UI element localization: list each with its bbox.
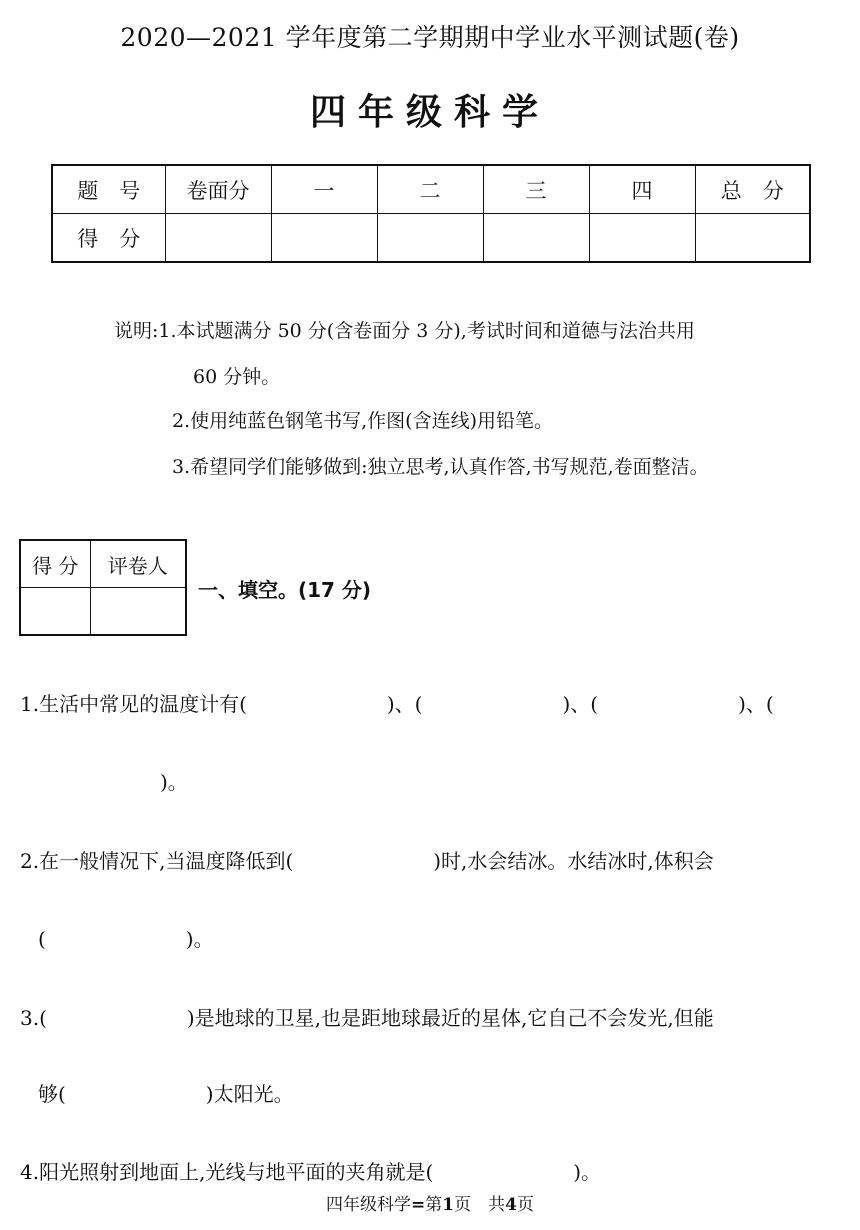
question-2-line-1: 2.在一般情况下,当温度降低到( )时,水会结冰。水结冰时,体积会 [20,849,714,873]
score-table-cell: 三 [483,165,589,214]
grader-name-entry[interactable] [90,588,186,636]
question-4-line-1: 4.阳光照射到地面上,光线与地平面的夹角就是( )。 [20,1160,602,1184]
question-1-line-1: 1.生活中常见的温度计有( )、( )、( )、( [20,692,774,716]
footer-page-prefix: 第 [425,1195,443,1215]
instruction-item: 60 分钟。 [193,366,281,388]
footer-total-suffix: 页 [516,1195,534,1215]
footer-subject: 四年级科学 [326,1195,412,1215]
score-entry-cell[interactable] [271,214,377,263]
instructions-label: 说明: [114,320,159,342]
score-table-cell: 题 号 [52,165,165,214]
score-entry-cell[interactable] [589,214,695,263]
score-table [51,164,811,263]
question-2-line-2: ( )。 [38,927,214,951]
instruction-item: 2.使用纯蓝色钢笔书写,作图(含连线)用铅笔。 [172,410,553,432]
question-3-line-1: 3.( )是地球的卫星,也是距地球最近的星体,它自己不会发光,但能 [20,1006,714,1030]
question-3-line-2: 够( )太阳光。 [38,1082,294,1106]
instruction-item: 3.希望同学们能够做到:独立思考,认真作答,书写规范,卷面整洁。 [172,456,709,478]
subject-title: 四年级科学 [309,92,550,133]
grader-score-entry[interactable] [20,588,90,636]
instructions-line-1 [114,316,695,343]
score-table-cell: 四 [589,165,695,214]
score-table-header-row [52,165,810,214]
score-row-label: 得 分 [52,214,165,263]
footer-separator: = [411,1195,426,1215]
score-entry-cell[interactable] [695,214,810,263]
grader-name-label: 评卷人 [90,540,186,588]
question-1-line-2: )。 [20,770,188,794]
footer-page-suffix: 页 共 [454,1195,506,1215]
instruction-item: 1.本试题满分 50 分(含卷面分 3 分),考试时间和道德与法治共用 [158,320,695,342]
grader-score-label: 得 分 [20,540,90,588]
score-entry-cell[interactable] [483,214,589,263]
section-one-heading: 一、填空。(17 分) [198,578,372,602]
score-entry-cell[interactable] [377,214,483,263]
footer-total-pages: 4 [505,1195,517,1215]
score-table-cell: 卷面分 [165,165,271,214]
score-table-cell: 总 分 [695,165,810,214]
page-footer [0,1190,860,1215]
score-table-cell: 一 [271,165,377,214]
score-table-score-row [52,214,810,263]
score-table-cell: 二 [377,165,483,214]
exam-title: 2020—2021 学年度第二学期期中学业水平测试题(卷) [120,23,740,52]
score-entry-cell[interactable] [165,214,271,263]
grader-table [19,539,187,636]
footer-page-number: 1 [442,1195,455,1215]
